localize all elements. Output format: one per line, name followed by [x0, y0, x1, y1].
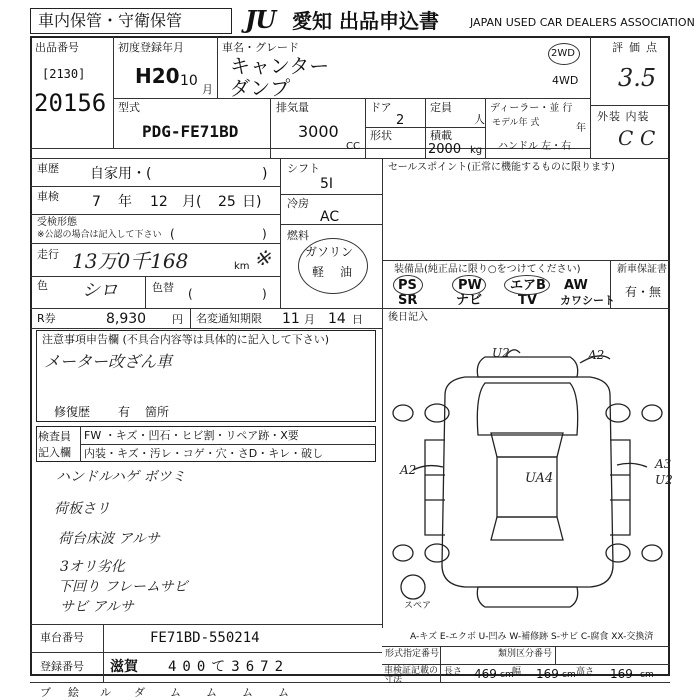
car-grade: ダンプ: [230, 76, 291, 100]
equip-tv: TV: [518, 293, 537, 308]
drive-4wd: 4WD: [552, 74, 579, 87]
type-number-label: 形式指定番号: [385, 649, 440, 659]
diagram-mark-u2-top: U2: [492, 346, 510, 360]
recycle-unit: 円: [172, 313, 183, 326]
footer-strip-7: ム: [242, 686, 253, 699]
score-value: 3.5: [618, 64, 657, 92]
name-change-day: 14: [328, 311, 346, 327]
after-record-label: 後日記入: [388, 312, 428, 323]
interior-grade: C: [640, 126, 656, 150]
equip-airbag: エアB: [510, 278, 546, 293]
equipment-label: 装備品(純正品に限り○をつけてください): [394, 264, 581, 275]
length-label: 長さ: [444, 667, 463, 677]
recycle-amount: 8,930: [106, 311, 147, 327]
fuel-label: 燃料: [287, 229, 309, 242]
notes-handwritten: メーター改ざん車: [44, 352, 173, 371]
dealer-label: ディーラー・並 行: [490, 103, 573, 114]
model-year-label: モデル年 式: [492, 118, 540, 128]
load-unit: kg: [470, 145, 483, 156]
equip-pw: PW: [458, 278, 482, 293]
inspection-month: 12: [150, 194, 168, 210]
inspector-note-6: サビ アルサ: [60, 599, 134, 615]
inspection-label: 車検: [37, 190, 59, 203]
lot-code: [2130]: [42, 67, 86, 81]
displacement-value: 3000: [298, 122, 339, 141]
fuel-oil: 油: [340, 265, 353, 279]
inspector-note-1: ハンドルハゲ ボツミ: [56, 469, 186, 485]
ju-logo: JU: [245, 5, 276, 34]
diagram-mark-ua4: UA4: [525, 471, 554, 486]
history-label: 車歴: [37, 162, 59, 175]
width-unit: cm: [562, 670, 576, 680]
color-label: 色: [37, 279, 48, 292]
equip-ps: PS: [398, 278, 417, 293]
equip-sr: SR: [398, 293, 418, 308]
acceptance-label: 受検形態: [37, 217, 77, 228]
height-label: 高さ: [576, 667, 595, 677]
form-title: 愛知 出品申込書: [292, 9, 439, 33]
name-change-day-unit: 日: [352, 313, 363, 326]
checker-label-2: 記入欄: [38, 446, 71, 459]
mileage-unit: km: [234, 261, 250, 272]
model-label: 型式: [118, 101, 140, 114]
diagram-mark-u2-right: U2: [655, 473, 673, 487]
plate-region: 滋賀: [110, 659, 138, 675]
equip-ps-circle: [393, 275, 423, 295]
car-name-label: 車名・グレード: [222, 41, 299, 54]
handle-label: ハンドル 左・右: [498, 141, 572, 152]
diagram-mark-a3: A3: [655, 457, 672, 471]
footer-strip-5: ム: [170, 686, 181, 699]
notes-label: 注意事項申告欄 (不具合内容等は具体的に記入して下さい): [42, 333, 330, 346]
inspector-note-5: 下回り フレームサビ: [58, 579, 188, 595]
plate-number: 400て3672: [168, 659, 290, 675]
length-value: 469: [474, 667, 497, 681]
displacement-label: 排気量: [276, 101, 309, 114]
new-warranty-label: 新車保証書: [617, 264, 667, 275]
repair-label: 修復歴: [54, 405, 91, 419]
doors-label: ドア: [370, 101, 392, 114]
acceptance-note: ※公認の場合は記入して下さい: [37, 230, 162, 240]
association-name: JAPAN USED CAR DEALERS ASSOCIATION: [470, 16, 695, 29]
displacement-unit: CC: [346, 141, 360, 152]
equip-aw: AW: [564, 278, 588, 293]
model-value: PDG-FE71BD: [142, 122, 239, 141]
lot-label: 出品番号: [35, 41, 79, 54]
ext-int-label: 外装 内装: [597, 110, 650, 123]
name-change-month-unit: 月: [304, 313, 315, 326]
diagram-mark-a2-left: A2: [400, 463, 417, 477]
registration-month: 10: [180, 73, 198, 89]
equip-airbag-circle: [504, 275, 550, 295]
color-close: ): [262, 287, 267, 301]
name-change-month: 11: [282, 311, 300, 327]
repair-value: 有: [118, 405, 131, 419]
inspection-year-unit: 年: [118, 194, 132, 210]
aircon-value: AC: [320, 209, 340, 225]
recycle-label: R券: [37, 312, 56, 325]
footer-strip-2: 絵: [68, 686, 79, 699]
plate-label: 登録番号: [40, 660, 84, 673]
model-year-unit: 年: [576, 123, 586, 134]
history-close: ): [262, 166, 268, 182]
color-change-label: 色替: [152, 281, 174, 294]
score-label: 評価点: [612, 41, 663, 54]
height-value: 169: [610, 667, 633, 681]
car-name: キャンター: [230, 54, 330, 78]
width-label: 幅: [512, 667, 522, 677]
acceptance-close: ): [262, 227, 267, 241]
inspection-day-unit: 日): [242, 194, 262, 210]
footer-strip-4: ダ: [134, 686, 145, 699]
equip-leather: カワシート: [560, 294, 615, 307]
dimensions-label: 車検証記載の寸法: [384, 666, 439, 686]
diagram-mark-a2-top: A2: [588, 348, 605, 362]
registration-era: H20: [135, 64, 180, 88]
mileage-mark: ※: [254, 246, 271, 270]
load-value: 2000: [428, 142, 462, 157]
inspector-note-4: 3オリ劣化: [60, 559, 125, 575]
height-unit: cm: [640, 670, 654, 680]
lot-number: 20156: [34, 89, 107, 117]
mileage-label: 走行: [37, 248, 59, 261]
fuel-gasoline: ガソリン: [305, 245, 354, 259]
length-unit: cm: [500, 670, 514, 680]
registration-label: 初度登録年月: [118, 41, 184, 54]
inspection-year: 7: [92, 194, 101, 210]
footer-strip-1: ブ: [40, 686, 51, 699]
new-warranty-value: 有・無: [625, 285, 662, 299]
repair-place: 箇所: [145, 405, 170, 419]
inspection-day: 25: [218, 194, 236, 210]
inspector-note-2: 荷板さリ: [54, 501, 110, 517]
acceptance-open: (: [170, 227, 175, 241]
shape-label: 形状: [370, 129, 392, 142]
drive-2wd: 2WD: [551, 48, 575, 59]
capacity-unit: 人: [474, 113, 485, 126]
checker-row-1: FW ・キズ・凹石・ヒビ割・リペア跡・X要: [84, 429, 299, 442]
equip-pw-circle: [452, 275, 486, 295]
aircon-label: 冷房: [287, 197, 309, 210]
inspector-note-3: 荷台床波 アルサ: [58, 531, 160, 547]
footer-strip-6: ム: [206, 686, 217, 699]
fuel-circle: [298, 238, 368, 294]
shift-value: 5I: [320, 176, 334, 192]
equip-navi: ナビ: [456, 293, 483, 308]
exterior-grade: C: [618, 126, 634, 150]
spare-label: スペア: [404, 601, 432, 611]
history-value: 自家用・(: [90, 166, 152, 182]
checker-label-1: 検査員: [38, 430, 71, 443]
capacity-label: 定員: [430, 101, 452, 114]
doors-value: 2: [396, 113, 405, 128]
sales-point-label: セールスポイント(正常に機能するものに限ります): [388, 162, 615, 173]
color-open: (: [188, 287, 193, 301]
shift-label: シフト: [287, 162, 320, 175]
chassis-value: FE71BD-550214: [150, 630, 260, 646]
load-label: 積載: [430, 129, 452, 142]
storage-label: 車内保管・守衛保管: [38, 11, 183, 30]
fuel-light: 軽: [312, 265, 325, 279]
registration-month-unit: 月: [202, 83, 213, 96]
footer-strip-3: ル: [100, 686, 111, 699]
damage-legend: A-キズ E-エクボ U-凹み W-補修跡 S-サビ C-腐食 XX-交換済: [410, 632, 654, 642]
footer-strip-8: ム: [278, 686, 289, 699]
chassis-label: 車台番号: [40, 631, 84, 644]
class-number-label: 類別区分番号: [498, 649, 553, 659]
inspection-month-unit: 月(: [182, 194, 202, 210]
name-change-label: 名変通知期限: [196, 312, 262, 325]
width-value: 169: [536, 667, 559, 681]
color-value: シロ: [82, 280, 118, 301]
mileage-value: 13万0千168: [72, 249, 189, 273]
checker-row-2: 内装・キズ・汚レ・コゲ・穴・さD・キレ・破し: [84, 447, 324, 460]
